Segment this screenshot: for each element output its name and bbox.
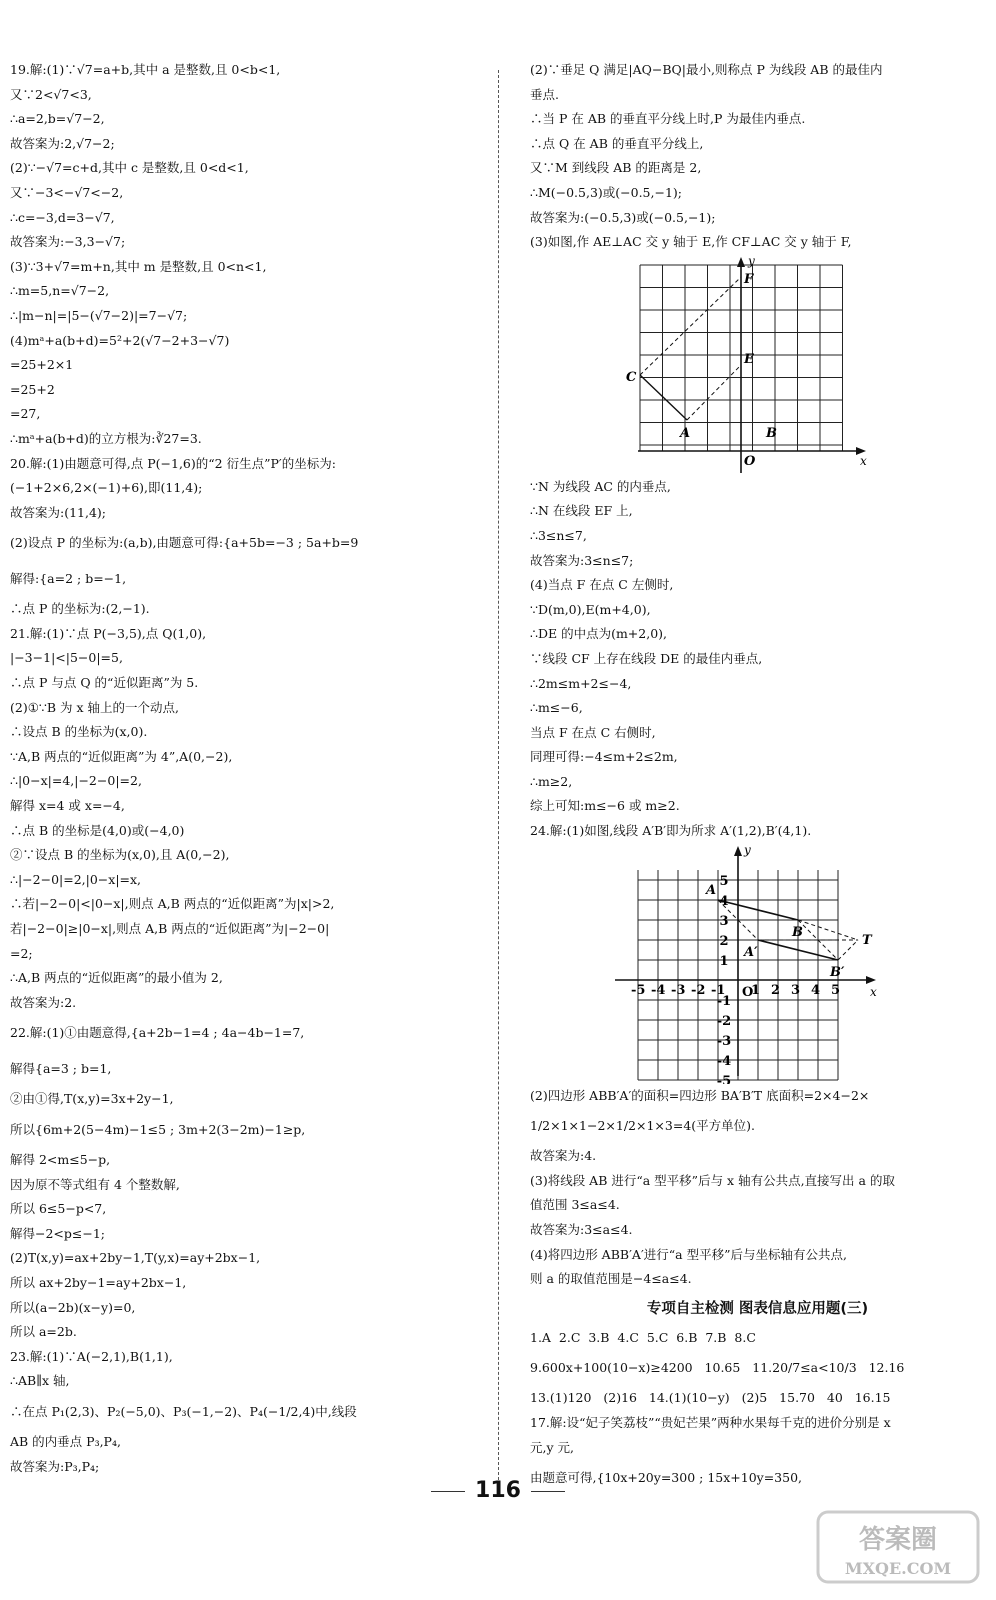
y-tick-label: 4 <box>719 893 729 909</box>
x-tick-label: -5 <box>631 982 646 998</box>
y-tick-label: -5 <box>716 1073 732 1084</box>
x-tick-label: 1 <box>751 982 761 998</box>
left-column-line: 故答案为:2. <box>10 994 77 1010</box>
left-column-line: ∴|−2−0|=2,|0−x|=x, <box>10 871 142 887</box>
label-F: F <box>744 271 754 287</box>
label-A: A <box>706 882 717 898</box>
dashed-B'T <box>838 940 858 960</box>
answer-list <box>530 1326 985 1496</box>
section-title: 专项自主检测 图表信息应用题(三) <box>646 1300 869 1317</box>
right-column-a-line: 又∵M 到线段 AB 的距离是 2, <box>530 160 702 176</box>
label-O: O <box>744 453 756 469</box>
label-C: C <box>626 369 637 385</box>
coordinate-grid-figure-1 <box>530 255 985 475</box>
coordinate-grid-figure-2 <box>530 844 985 1084</box>
x-axis-arrow <box>866 976 876 984</box>
left-column-line: 所以 ax+2by−1=ay+2bx−1, <box>10 1274 187 1290</box>
left-column-line: ∴|0−x|=4,|−2−0|=2, <box>10 773 142 789</box>
right-column-b-line: 当点 F 在点 C 右侧时, <box>530 724 656 740</box>
y-tick-label: -2 <box>716 1013 732 1029</box>
left-column <box>10 58 480 1479</box>
right-column-b-line: 24.解:(1)如图,线段 A′B′即为所求 A′(1,2),B′(4,1). <box>530 823 812 839</box>
left-column-line: 所以 a=2b. <box>10 1324 77 1340</box>
left-column-line: 因为原不等式组有 4 个整数解, <box>10 1176 180 1192</box>
left-column-line: 所以(a−2b)(x−y)=0, <box>10 1299 136 1315</box>
left-column-line: 故答案为:P₃,P₄; <box>10 1458 100 1474</box>
label-y: y <box>748 254 755 268</box>
right-column-b-line: 同理可得:−4≤m+2≤2m, <box>530 749 678 765</box>
figure-grid-1 <box>530 255 985 475</box>
page-number-dash-left <box>431 1491 465 1492</box>
left-column-line: 若|−2−0|≥|0−x|,则点 A,B 两点的“近似距离”为|−2−0| <box>10 921 330 936</box>
right-column-b-line: ∴m≤−6, <box>530 700 583 716</box>
right-column-b-line: ∴DE 的中点为(m+2,0), <box>530 626 668 642</box>
left-column-line: ∴|m−n|=|5−(√7−2)|=7−√7; <box>10 307 188 323</box>
page-number-dash-right <box>531 1491 565 1492</box>
left-column-line: =2; <box>10 945 33 961</box>
answer-23-part2-3 <box>530 58 985 255</box>
left-column-line: ②由①得,T(x,y)=3x+2y−1, <box>10 1091 174 1107</box>
right-column-c-line: 1/2×1×1−2×1/2×1×3=4(平方单位). <box>530 1118 755 1134</box>
label-T: T <box>862 932 872 948</box>
left-column-line: ∴AB∥x 轴, <box>10 1373 70 1389</box>
left-column-line: ∴在点 P₁(2,3)、P₂(−5,0)、P₃(−1,−2)、P₄(−1/2,4)中,线段 <box>10 1403 357 1419</box>
left-column-line: 解得−2<p≤−1; <box>10 1225 106 1241</box>
x-tick-label: 5 <box>831 982 841 998</box>
x-tick-label: 4 <box>811 982 821 998</box>
right-column-a-line: ∴当 P 在 AB 的垂直平分线上时,P 为最佳内垂点. <box>530 111 806 127</box>
x-tick-label: -3 <box>671 982 686 998</box>
right-column-c-line: (4)将四边形 ABB′A′进行“a 型平移”后与坐标轴有公共点, <box>530 1246 847 1262</box>
label-A: A <box>680 425 691 441</box>
right-column-a-line: ∴点 Q 在 AB 的垂直平分线上, <box>530 135 704 151</box>
segment-CA <box>640 375 687 420</box>
right-column-c-line: (2)四边形 ABB′A′的面积=四边形 BA′B′T 底面积=2×4−2× <box>530 1087 870 1103</box>
left-column-line: (4)mᵃ+a(b+d)=5²+2(√7−2+3−√7) <box>10 332 230 348</box>
left-column-line: (2)设点 P 的坐标为:(a,b),由题意可得:{a+5b=−3 ; 5a+b=9 <box>10 535 359 551</box>
left-column-line: 又∵−3<−√7<−2, <box>10 184 124 200</box>
left-column-line: ∴A,B 两点的“近似距离”的最小值为 2, <box>10 970 223 986</box>
right-column-a-line: 垂点. <box>530 86 559 102</box>
left-column-line: 故答案为:−3,3−√7; <box>10 234 126 250</box>
left-column-line: 解得 2<m≤5−p, <box>10 1151 111 1167</box>
x-tick-label: -4 <box>651 982 666 998</box>
page-number <box>0 1478 996 1503</box>
answer-line: 元,y 元, <box>530 1439 574 1455</box>
left-column-line: 21.解:(1)∵点 P(−3,5),点 Q(1,0), <box>10 625 207 641</box>
label-B: B <box>766 425 777 441</box>
y-tick-label: 2 <box>719 933 729 949</box>
page-number-value: 116 <box>475 1478 521 1503</box>
right-column-b-line: ∵D(m,0),E(m+4,0), <box>530 601 651 617</box>
right-column-a-line: (3)如图,作 AE⊥AC 交 y 轴于 E,作 CF⊥AC 交 y 轴于 F, <box>530 234 852 250</box>
right-column-a-line: ∴M(−0.5,3)或(−0.5,−1); <box>530 184 683 200</box>
left-column-line: 22.解:(1)①由题意得,{a+2b−1=4 ; 4a−4b−1=7, <box>10 1025 305 1041</box>
left-column-line: ②∵设点 B 的坐标为(x,0),且 A(0,−2), <box>10 847 230 863</box>
figure-grid-2 <box>530 844 985 1084</box>
dashed-CF <box>640 277 741 375</box>
answer-24-part2-4 <box>530 1084 985 1292</box>
right-column-a-line: 故答案为:(−0.5,3)或(−0.5,−1); <box>530 209 716 225</box>
label-B: B <box>792 924 803 940</box>
right-column-b-line: ∵线段 CF 上存在线段 DE 的最佳内垂点, <box>530 650 763 666</box>
right-column-c-line: (3)将线段 AB 进行“a 型平移”后与 x 轴有公共点,直接写出 a 的取 <box>530 1172 895 1188</box>
right-column-c-line: 故答案为:3≤a≤4. <box>530 1222 633 1238</box>
watermark-logo <box>814 1508 984 1586</box>
right-column-b-line: ∵N 为线段 AC 的内垂点, <box>530 478 671 494</box>
left-column-line: |−3−1|<|5−0|=5, <box>10 650 123 666</box>
label-E: E <box>744 351 754 367</box>
right-column-b-line: ∴m≥2, <box>530 773 573 789</box>
left-column-line: =25+2×1 <box>10 357 74 373</box>
left-column-line: ∴mᵃ+a(b+d)的立方根为:∛27=3. <box>10 430 202 446</box>
right-column-b-line: ∴N 在线段 EF 上, <box>530 503 633 519</box>
label-A-prime: A′ <box>744 944 758 960</box>
left-column-line: ∴点 B 的坐标是(4,0)或(−4,0) <box>10 822 185 838</box>
right-column-b-line: 综上可知:m≤−6 或 m≥2. <box>530 798 680 814</box>
left-column-line: ∴点 P 与点 Q 的“近似距离”为 5. <box>10 675 199 691</box>
left-column-line: 故答案为:(11,4); <box>10 504 107 520</box>
label-B-prime: B′ <box>830 964 845 980</box>
right-column-b-line: (4)当点 F 在点 C 左侧时, <box>530 577 674 593</box>
right-column-b-line: 故答案为:3≤n≤7; <box>530 552 634 568</box>
left-column-line: =25+2 <box>10 381 55 397</box>
answer-line: 由题意可得,{10x+20y=300 ; 15x+10y=350, <box>530 1470 803 1486</box>
y-tick-label: -3 <box>716 1033 732 1049</box>
left-column-line: ∵A,B 两点的“近似距离”为 4”,A(0,−2), <box>10 748 233 764</box>
answer-line: 9.600x+100(10−x)≥4200 10.65 11.20/7≤a<10/3 12.16 <box>530 1360 905 1376</box>
dashed-AE <box>687 365 741 420</box>
right-column-c-line: 故答案为:4. <box>530 1148 597 1164</box>
left-column-line: (2)T(x,y)=ax+2by−1,T(y,x)=ay+2bx−1, <box>10 1250 261 1266</box>
right-column-c-line: 值范围 3≤a≤4. <box>530 1197 620 1213</box>
y-tick-label: 5 <box>719 873 729 889</box>
y-tick-label: -4 <box>716 1053 732 1069</box>
y-axis-arrow <box>737 257 745 267</box>
left-column-line: 又∵2<√7<3, <box>10 86 92 102</box>
left-column-line: (3)∵3+√7=m+n,其中 m 是整数,且 0<n<1, <box>10 258 267 274</box>
left-column-line: 23.解:(1)∵A(−2,1),B(1,1), <box>10 1348 173 1364</box>
answer-line: 13.(1)120 (2)16 14.(1)(10−y) (2)5 15.70 40 16.15 <box>530 1390 891 1406</box>
right-column-a-line: (2)∵垂足 Q 满足|AQ−BQ|最小,则称点 P 为线段 AB 的最佳内 <box>530 62 883 77</box>
left-column-line: 所以 6≤5−p<7, <box>10 1201 107 1217</box>
left-column-line: AB 的内垂点 P₃,P₄, <box>10 1433 121 1449</box>
left-column-line: 解得{a=3 ; b=1, <box>10 1061 112 1077</box>
left-column-line: 解得:{a=2 ; b=−1, <box>10 571 127 587</box>
left-column-line: =27, <box>10 406 41 422</box>
label-O: O <box>742 984 754 1000</box>
watermark-graphic <box>814 1508 984 1586</box>
left-column-line: ∴点 P 的坐标为:(2,−1). <box>10 601 150 617</box>
answer-line: 1.A 2.C 3.B 4.C 5.C 6.B 7.B 8.C <box>530 1329 756 1345</box>
svg-text:MXQE.COM: MXQE.COM <box>844 1559 952 1578</box>
left-column-line: (2)∵−√7=c+d,其中 c 是整数,且 0<d<1, <box>10 160 249 176</box>
x-tick-label: -1 <box>711 982 726 998</box>
label-x: x <box>860 453 867 468</box>
x-tick-label: 3 <box>791 982 801 998</box>
left-column-line: 20.解:(1)由题意可得,点 P(−1,6)的“2 衍生点”P′的坐标为: <box>10 455 336 471</box>
left-column-line: ∴c=−3,d=3−√7, <box>10 209 115 225</box>
left-column-line: 解得 x=4 或 x=−4, <box>10 798 125 814</box>
label-y: y <box>744 843 751 857</box>
left-column-line: 故答案为:2,√7−2; <box>10 135 115 151</box>
y-tick-label: 3 <box>719 913 729 929</box>
left-column-line: 所以{6m+2(5−4m)−1≤5 ; 3m+2(3−2m)−1≥p, <box>10 1121 306 1137</box>
left-column-line: (−1+2×6,2×(−1)+6),即(11,4); <box>10 480 203 496</box>
left-column-line: (2)①∵B 为 x 轴上的一个动点, <box>10 699 179 715</box>
right-column <box>530 58 985 1496</box>
left-column-line: ∴a=2,b=√7−2, <box>10 111 105 127</box>
y-tick-label: 1 <box>719 953 729 969</box>
left-column-line: ∴设点 B 的坐标为(x,0). <box>10 724 148 740</box>
right-column-b-line: ∴2m≤m+2≤−4, <box>530 675 632 691</box>
left-column-line: 19.解:(1)∵√7=a+b,其中 a 是整数,且 0<b<1, <box>10 62 281 77</box>
column-divider <box>498 70 499 1480</box>
right-column-c-line: 则 a 的取值范围是−4≤a≤4. <box>530 1271 692 1287</box>
answer-line: 17.解:设“妃子笑荔枝”“贵妃芒果”两种水果每千克的进价分别是 x <box>530 1415 891 1430</box>
dashed-BT <box>798 920 858 940</box>
x-tick-label: 2 <box>771 982 781 998</box>
label-x: x <box>870 984 877 999</box>
left-column-line: ∴若|−2−0|<|0−x|,则点 A,B 两点的“近似距离”为|x|>2, <box>10 896 335 912</box>
y-tick-label: -1 <box>716 993 732 1009</box>
x-tick-label: -2 <box>691 982 706 998</box>
left-column-line: ∴m=5,n=√7−2, <box>10 283 110 299</box>
y-axis-arrow <box>734 846 742 856</box>
right-column-b-line: ∴3≤n≤7, <box>530 527 587 543</box>
answer-23-part3-4 <box>530 475 985 844</box>
svg-text:答案圈: 答案圈 <box>858 1525 938 1555</box>
